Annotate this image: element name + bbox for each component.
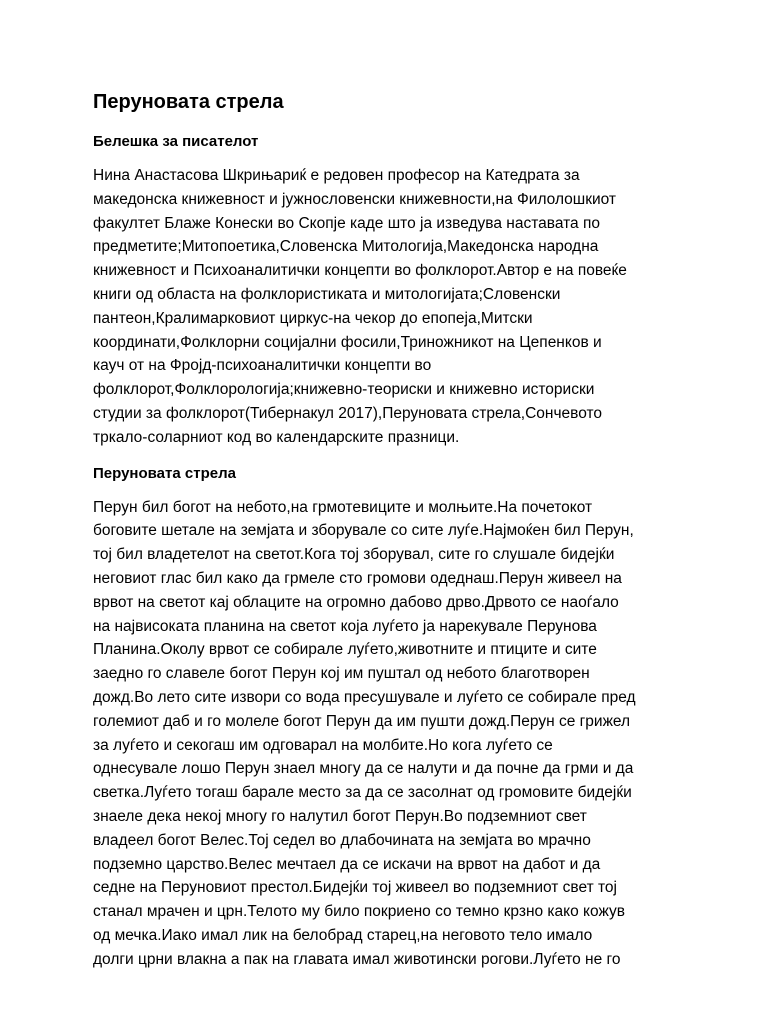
paragraph-line: координати,Фолклорни социјални фосили,Триножникот на Цепенков и xyxy=(93,333,602,351)
paragraph-line: тој бил владетелот на светот.Кога тој зборувал, сите го слушале бидејќи xyxy=(93,546,615,564)
story-paragraph xyxy=(93,496,678,972)
paragraph-line: факултет Блаже Конески во Скопје каде што ја изведува наставата по xyxy=(93,214,600,232)
paragraph-line: Нина Анастасова Шкрињариќ е редовен професор на Катедрата за xyxy=(93,167,580,184)
paragraph-line: станал мрачен и црн.Телото му било покриено со темно крзно како кожув xyxy=(93,903,625,921)
paragraph-line: знаеле дека некој многу го налутил богот Перун.Во подземниот свет xyxy=(93,807,587,825)
paragraph-line: предметите;Митопоетика,Словенска Митологија,Македонска народна xyxy=(93,238,599,256)
paragraph-line: седне на Перуновиот престол.Бидејќи тој живеел во подземниот свет тој xyxy=(93,879,617,897)
paragraph-line: за луѓето и секогаш им одговарал на молбите.Но кога луѓето се xyxy=(93,736,553,754)
paragraph-line: Перун бил богот на небото,на грмотевиците и молњите.На почетокот xyxy=(93,498,593,516)
paragraph-line: пантеон,Кралимарковиот циркус-на чекор до епопеја,Митски xyxy=(93,309,533,327)
paragraph-line: фолклорот,Фолклорологија;книжевно-теориски и книжевно историски xyxy=(93,381,595,399)
paragraph-line: тркало-соларниот код во календарските празници. xyxy=(93,428,460,446)
section-heading-author-note: Белешка за писателот xyxy=(93,133,259,150)
paragraph-line: боговите шетале на земјата и зборувале со сите луѓе.Најмоќен бил Перун, xyxy=(93,522,634,540)
paragraph-line: книги од областа на фолклористиката и митологијата;Словенски xyxy=(93,285,561,303)
paragraph-line: заедно го славеле богот Перун кој им пуштал од небото благотворен xyxy=(93,665,590,683)
paragraph-line: студии за фолклорот(Тибернакул 2017),Перуновата стрела,Сончевото xyxy=(93,404,603,422)
document-title: Перуновата стрела xyxy=(93,91,284,113)
document-page xyxy=(93,88,678,986)
paragraph-line: владеел богот Велес.Тој седел во длабочината на земјата во мрачно xyxy=(93,831,591,849)
paragraph-line: Планина.Околу врвот се собирале луѓето,животните и птиците и сите xyxy=(93,641,597,659)
paragraph-line: дожд.Во лето сите извори со вода пресушувале и луѓето се собирале пред xyxy=(93,688,636,706)
section-heading-story: Перуновата стрела xyxy=(93,464,236,482)
paragraph-line: на највисоката планина на светот која луѓето ја нарекувале Перунова xyxy=(93,617,597,635)
paragraph-line: кауч от на Фројд-психоаналитички концепти во xyxy=(93,357,432,375)
paragraph-line: македонска книжевност и јужнословенски книжевности,на Филолошкиот xyxy=(93,190,617,208)
paragraph-line: врвот на светот кај облаците на огромно дабово дрво.Дрвото се наоѓало xyxy=(93,593,619,611)
paragraph-line: светка.Луѓето тогаш барале место за да се засолнат од громовите бидејќи xyxy=(93,784,632,802)
paragraph-line: големиот даб и го молеле богот Перун да им пушти дожд.Перун се грижел xyxy=(93,712,631,730)
paragraph-line: подземно царство.Велес мечтаел да се искачи на врвот на дабот и да xyxy=(93,855,601,873)
paragraph-line: од мечка.Иако имал лик на белобрад старец,на неговото тело имало xyxy=(93,926,593,944)
paragraph-line: неговиот глас бил како да грмеле сто громови одеднаш.Перун живеел на xyxy=(93,569,622,587)
paragraph-line: книжевност и Психоаналитички концепти во фолклорот.Автор е на повеќе xyxy=(93,262,627,280)
paragraph-line: однесувале лошо Перун знаел многу да се налути и да почне да грми и да xyxy=(93,760,634,778)
author-note-paragraph xyxy=(93,164,678,450)
paragraph-line: долги црни влакна а пак на главата имал животински рогови.Луѓето не го xyxy=(93,950,621,968)
